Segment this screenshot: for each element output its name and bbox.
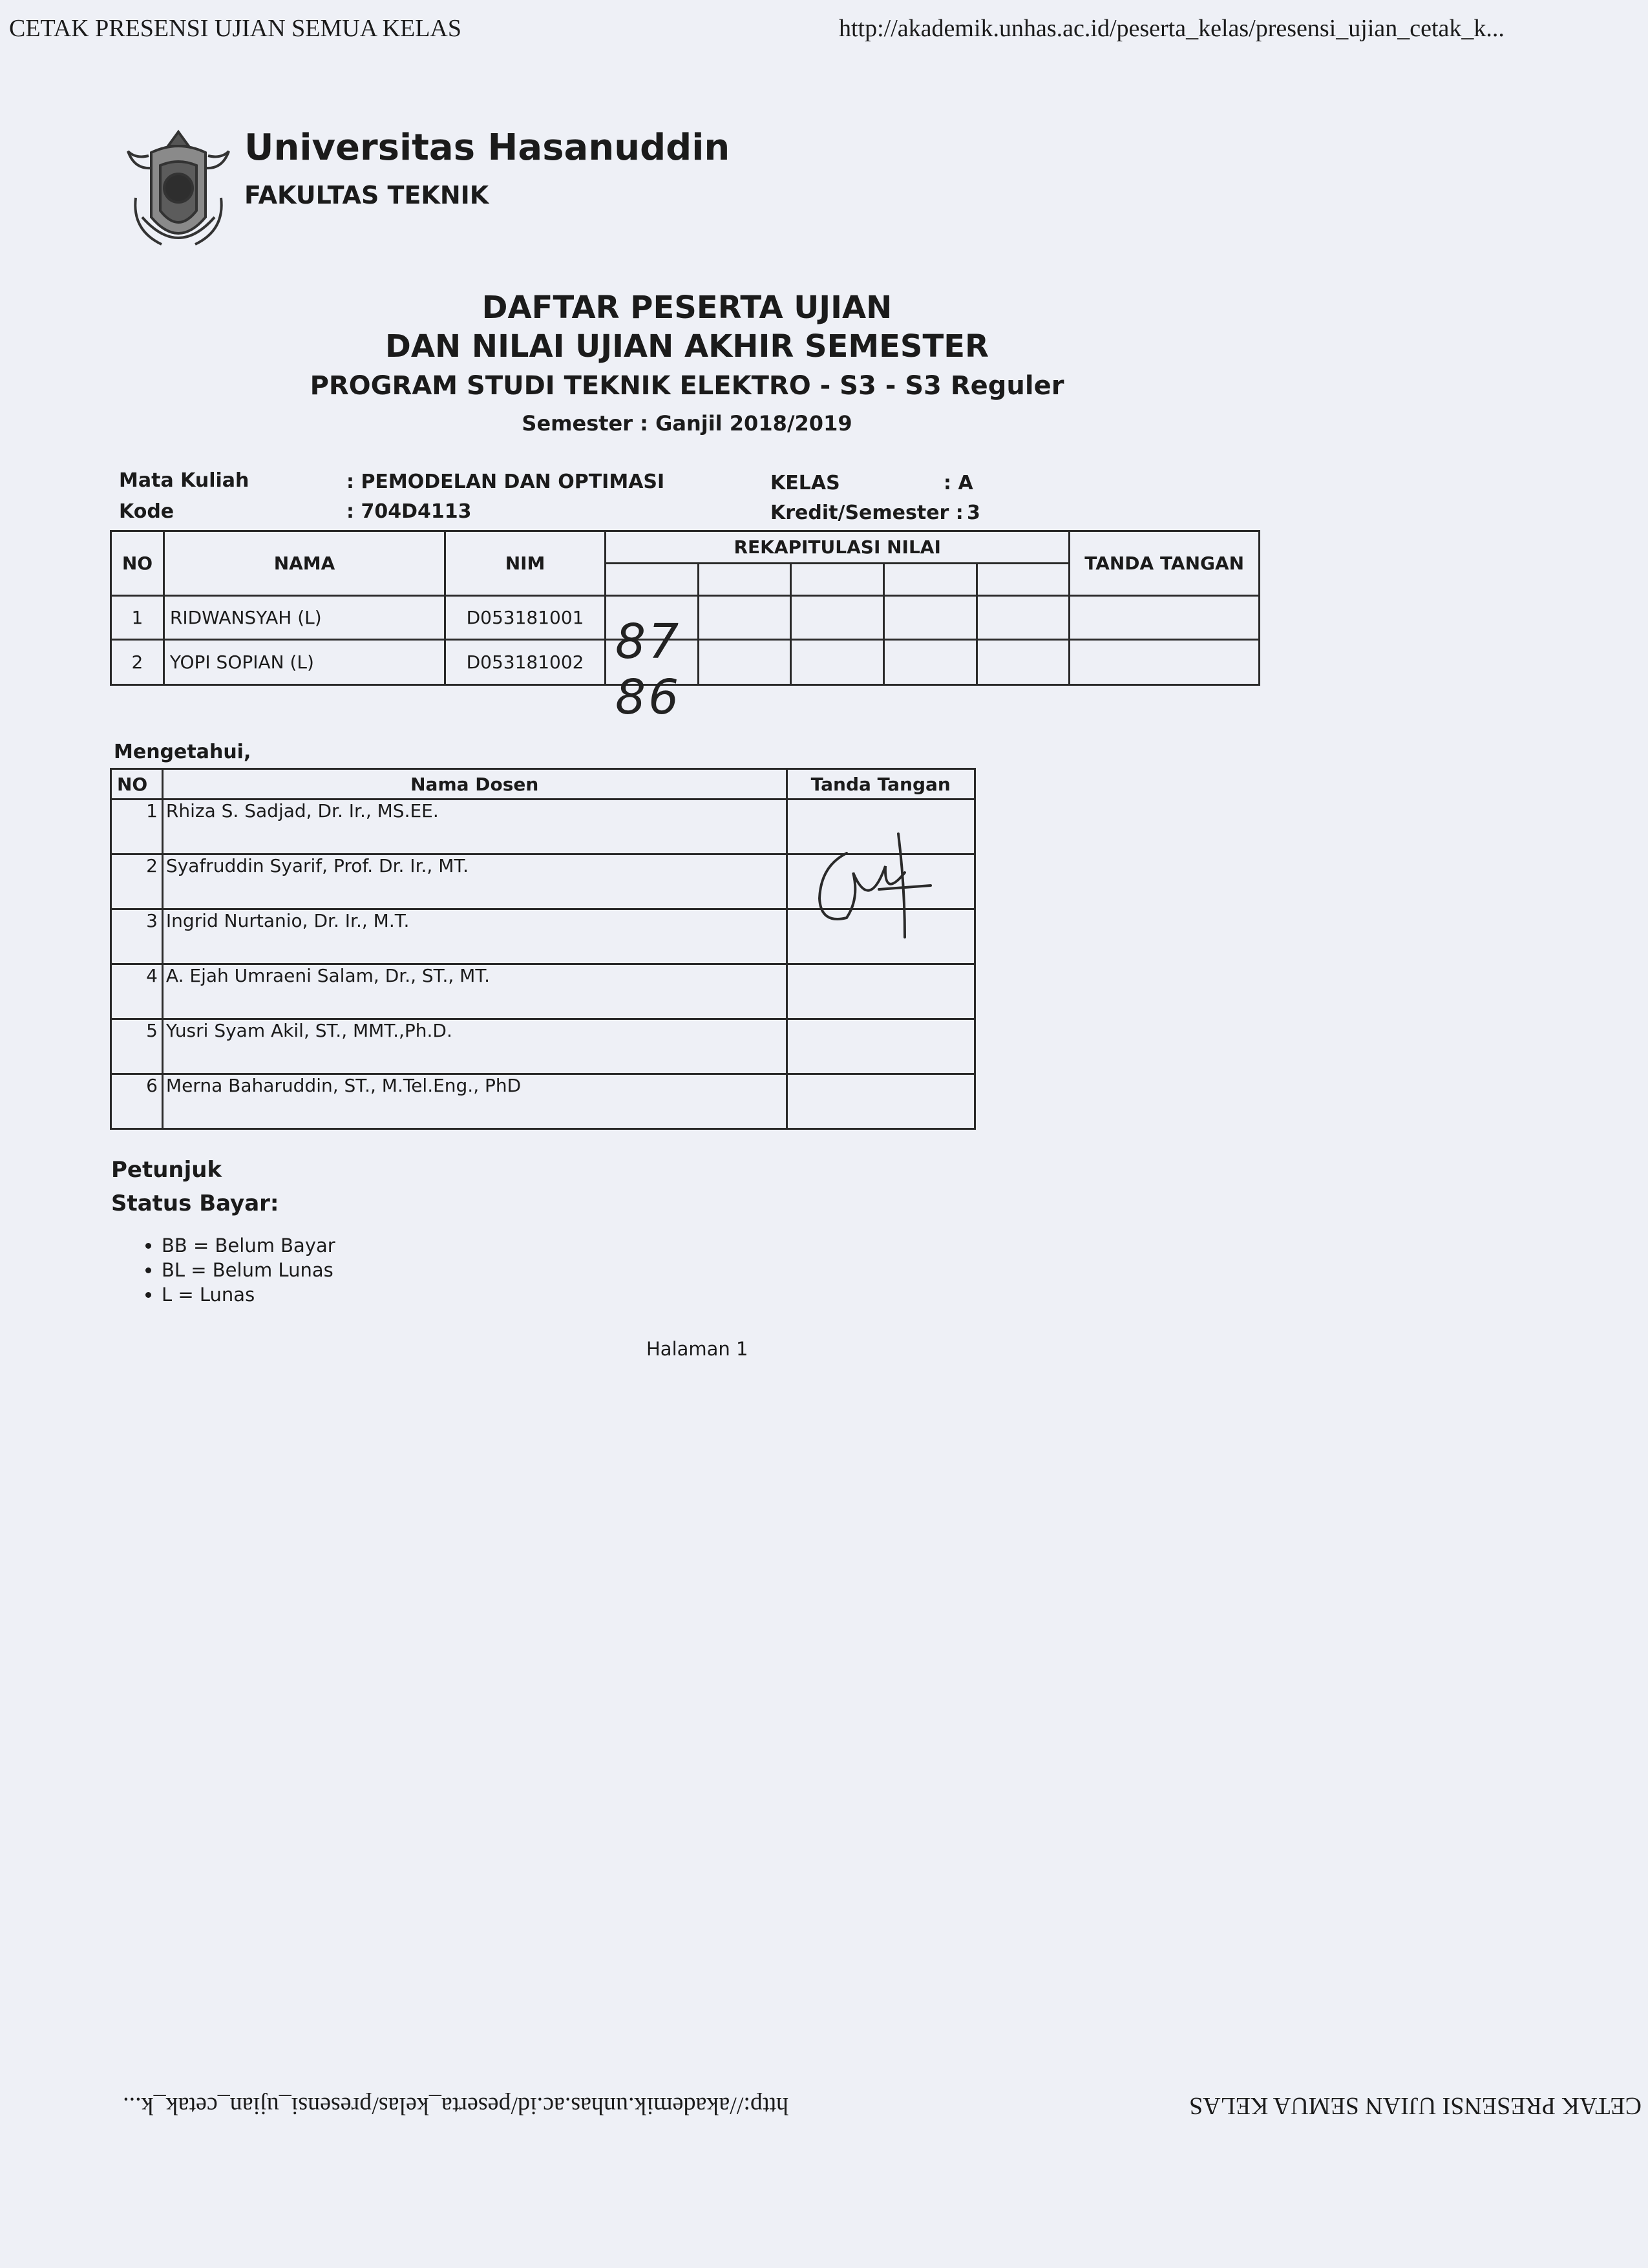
rekap-subcol [884, 564, 977, 596]
dosen-no: 4 [111, 964, 163, 1019]
faculty-name: FAKULTAS TEKNIK [244, 181, 489, 209]
mengetahui-label: Mengetahui, [114, 741, 251, 763]
row-nilai-cell [977, 596, 1070, 640]
dosen-signature-cell [787, 1074, 975, 1129]
mirrored-footer-title: CETAK PRESENSI UJIAN SEMUA KELAS [1188, 2092, 1642, 2119]
petunjuk-heading: Petunjuk [111, 1157, 222, 1183]
dosen-header-no: NO [111, 769, 163, 800]
dosen-no: 5 [111, 1019, 163, 1074]
dosen-header-nama: Nama Dosen [162, 769, 787, 800]
dosen-nama: Merna Baharuddin, ST., M.Tel.Eng., PhD [162, 1074, 787, 1129]
dosen-nama: A. Ejah Umraeni Salam, Dr., ST., MT. [162, 964, 787, 1019]
row-nama: RIDWANSYAH (L) [164, 596, 445, 640]
program-title: PROGRAM STUDI TEKNIK ELEKTRO - S3 - S3 Reguler [310, 371, 1064, 401]
participants-table [110, 530, 1260, 686]
table-row [111, 1074, 975, 1129]
handwritten-grade: 87 [615, 614, 682, 670]
dosen-header-tanda: Tanda Tangan [787, 769, 975, 800]
dosen-nama: Yusri Syam Akil, ST., MMT.,Ph.D. [162, 1019, 787, 1074]
row-nama: YOPI SOPIAN (L) [164, 640, 445, 685]
dosen-signature-cell [787, 1019, 975, 1074]
row-nilai-cell [791, 640, 884, 685]
row-signature-cell [1070, 596, 1260, 640]
kode-value: : 704D4113 [346, 500, 472, 523]
dosen-nama: Syafruddin Syarif, Prof. Dr. Ir., MT. [162, 854, 787, 909]
header-no: NO [111, 531, 164, 596]
row-signature-cell [1070, 640, 1260, 685]
row-nim: D053181001 [445, 596, 606, 640]
dosen-nama: Rhiza S. Sadjad, Dr. Ir., MS.EE. [162, 800, 787, 854]
dosen-no: 1 [111, 800, 163, 854]
kelas-label: KELAS [770, 472, 840, 494]
print-header-url[interactable]: http://akademik.unhas.ac.id/peserta_kelas/presensi_ujian_cetak_k... [839, 15, 1505, 42]
page-number: Halaman 1 [646, 1338, 748, 1360]
handwritten-grade: 86 [615, 670, 682, 725]
handwritten-signature-icon [808, 827, 944, 950]
dosen-no: 2 [111, 854, 163, 909]
dosen-signature-cell [787, 964, 975, 1019]
row-nilai-cell [977, 640, 1070, 685]
row-no: 2 [111, 640, 164, 685]
table-row [111, 596, 1260, 640]
rekap-subcol [977, 564, 1070, 596]
row-nim: D053181002 [445, 640, 606, 685]
dosen-no: 6 [111, 1074, 163, 1129]
document-title-line2: DAN NILAI UJIAN AKHIR SEMESTER [385, 328, 989, 365]
kredit-label: Kredit/Semester : [770, 502, 964, 524]
list-item: • BB = Belum Bayar [162, 1233, 335, 1258]
mirrored-footer-url: http://akademik.unhas.ac.id/peserta_kelas/presensi_ujian_cetak_k... [123, 2092, 788, 2119]
list-item: • BL = Belum Lunas [162, 1258, 335, 1282]
table-row [111, 640, 1260, 685]
rekap-subcol [791, 564, 884, 596]
mata-kuliah-value: : PEMODELAN DAN OPTIMASI [346, 471, 665, 493]
table-row [111, 1019, 975, 1074]
rekap-subcol [698, 564, 791, 596]
row-no: 1 [111, 596, 164, 640]
mata-kuliah-label: Mata Kuliah [119, 469, 249, 492]
row-nilai-cell [698, 640, 791, 685]
rekap-subcol [605, 564, 698, 596]
dosen-no: 3 [111, 909, 163, 964]
status-legend-list [136, 1233, 335, 1307]
dosen-nama: Ingrid Nurtanio, Dr. Ir., M.T. [162, 909, 787, 964]
university-name: Universitas Hasanuddin [244, 127, 730, 169]
print-header-title: CETAK PRESENSI UJIAN SEMUA KELAS [9, 15, 462, 42]
header-nama: NAMA [164, 531, 445, 596]
mirrored-footer [0, 2068, 1648, 2126]
university-crest-icon [123, 120, 234, 256]
list-item: • L = Lunas [162, 1282, 335, 1307]
table-row [111, 964, 975, 1019]
row-nilai-cell [884, 640, 977, 685]
header-tanda-tangan: TANDA TANGAN [1070, 531, 1260, 596]
kelas-value: : A [944, 472, 973, 494]
document-title-line1: DAFTAR PESERTA UJIAN [481, 290, 893, 326]
kode-label: Kode [119, 500, 174, 523]
row-nilai-cell [884, 596, 977, 640]
kredit-value: 3 [967, 502, 980, 524]
status-bayar-heading: Status Bayar: [111, 1191, 279, 1216]
row-nilai-cell [698, 596, 791, 640]
row-nilai-cell [791, 596, 884, 640]
semester-title: Semester : Ganjil 2018/2019 [522, 411, 852, 436]
header-rekapitulasi-nilai: REKAPITULASI NILAI [605, 531, 1069, 564]
header-nim: NIM [445, 531, 606, 596]
